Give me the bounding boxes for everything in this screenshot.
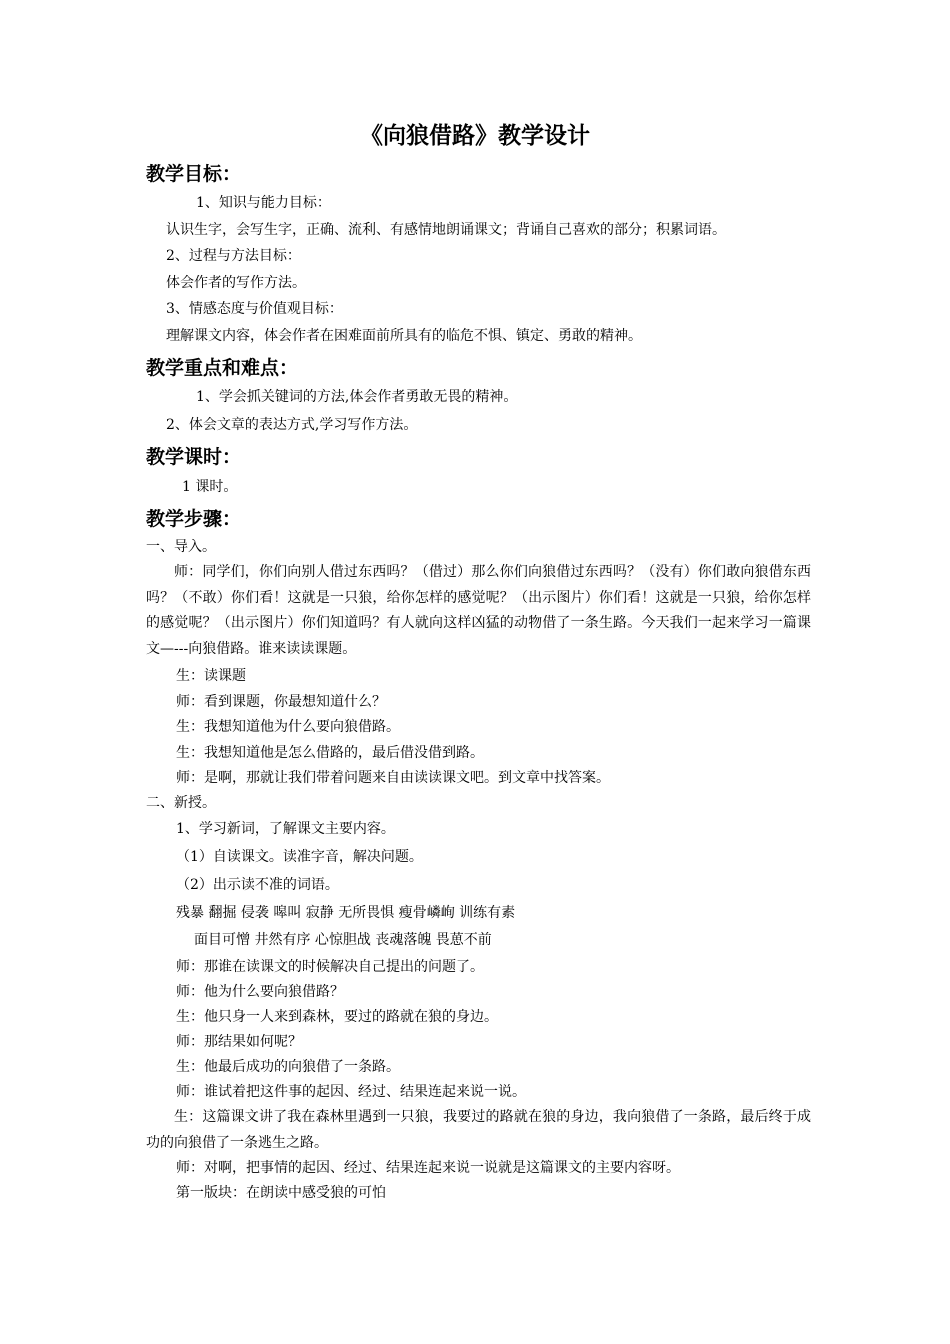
section-new-lesson: 二、新授。	[146, 795, 216, 811]
summary-paragraph: 生：这篇课文讲了我在森林里遇到一只狼，我要过的路就在狼的身边，我向狼借了一条路，最后终于成功的向狼借了一条逃生之路。	[146, 1109, 811, 1151]
dialogue-line: 师：他为什么要向狼借路？	[176, 984, 344, 1000]
sub-step-1-2: （2）出示读不准的词语。	[176, 877, 339, 893]
dialogue-line: 生：他只身一人来到森林，要过的路就在狼的身边。	[176, 1009, 498, 1025]
vocabulary-line-1: 残暴 翻掘 侵袭 嗥叫 寂静 无所畏惧 瘦骨嶙峋 训练有素	[176, 905, 516, 921]
heading-key-points: 教学重点和难点：	[146, 357, 299, 379]
dialogue-line: 生：我想知道他是怎么借路的，最后借没借到路。	[176, 745, 484, 761]
block-heading: 第一版块：在朗读中感受狼的可怕	[176, 1185, 386, 1201]
sub-step-1-1: （1）自读课文。读准字音，解决问题。	[176, 849, 423, 865]
dialogue-line: 生：我想知道他为什么要向狼借路。	[176, 719, 400, 735]
key-point-1: 1、学会抓关键词的方法,体会作者勇敢无畏的精神。	[196, 389, 518, 405]
key-point-2: 2、体会文章的表达方式,学习写作方法。	[166, 417, 418, 433]
goal-2-label: 2、过程与方法目标：	[166, 248, 301, 264]
goal-1-label: 1、知识与能力目标：	[196, 195, 331, 211]
class-hours-text: 1 课时。	[182, 479, 238, 495]
dialogue-line: 生：他最后成功的向狼借了一条路。	[176, 1059, 400, 1075]
goal-1-text: 认识生字，会写生字，正确、流利、有感情地朗诵课文；背诵自己喜欢的部分；积累词语。	[166, 222, 726, 238]
dialogue-line: 师：那谁在读课文的时候解决自己提出的问题了。	[176, 959, 484, 975]
heading-class-hours: 教学课时：	[146, 446, 242, 468]
intro-paragraph: 师：同学们，你们向别人借过东西吗？（借过）那么你们向狼借过东西吗？（没有）你们敢向狼借东西吗？（不敢）你们看！这就是一只狼，给你怎样的感觉呢？（出示图片）你们看！这就是一只狼，给你怎样的感觉呢？（出示图片）你们知道吗？有人就向这样凶猛的动物借了一条生路。今天我们一起来学习一篇课文—---向狼借路。谁来读读课题。	[146, 564, 811, 657]
document-title: 《向狼借路》教学设计	[360, 123, 590, 149]
vocabulary-line-2: 面目可憎 井然有序 心惊胆战 丧魂落魄 畏葸不前	[194, 932, 492, 948]
dialogue-line: 师：看到课题，你最想知道什么？	[176, 694, 386, 710]
dialogue-line: 师：谁试着把这件事的起因、经过、结果连起来说一说。	[176, 1084, 526, 1100]
heading-teaching-goals: 教学目标：	[146, 163, 242, 185]
dialogue-line: 师：那结果如何呢？	[176, 1034, 302, 1050]
section-intro: 一、导入。	[146, 539, 216, 555]
heading-teaching-steps: 教学步骤：	[146, 508, 242, 530]
sub-step-1: 1、学习新词，了解课文主要内容。	[176, 821, 395, 837]
goal-3-label: 3、情感态度与价值观目标：	[166, 301, 343, 317]
dialogue-line: 师：对啊，把事情的起因、经过、结果连起来说一说就是这篇课文的主要内容呀。	[176, 1160, 680, 1176]
goal-2-text: 体会作者的写作方法。	[166, 275, 306, 291]
goal-3-text: 理解课文内容，体会作者在困难面前所具有的临危不惧、镇定、勇敢的精神。	[166, 328, 642, 344]
dialogue-line: 生：读课题	[176, 668, 246, 684]
dialogue-line: 师：是啊，那就让我们带着问题来自由读读课文吧。到文章中找答案。	[176, 770, 610, 786]
